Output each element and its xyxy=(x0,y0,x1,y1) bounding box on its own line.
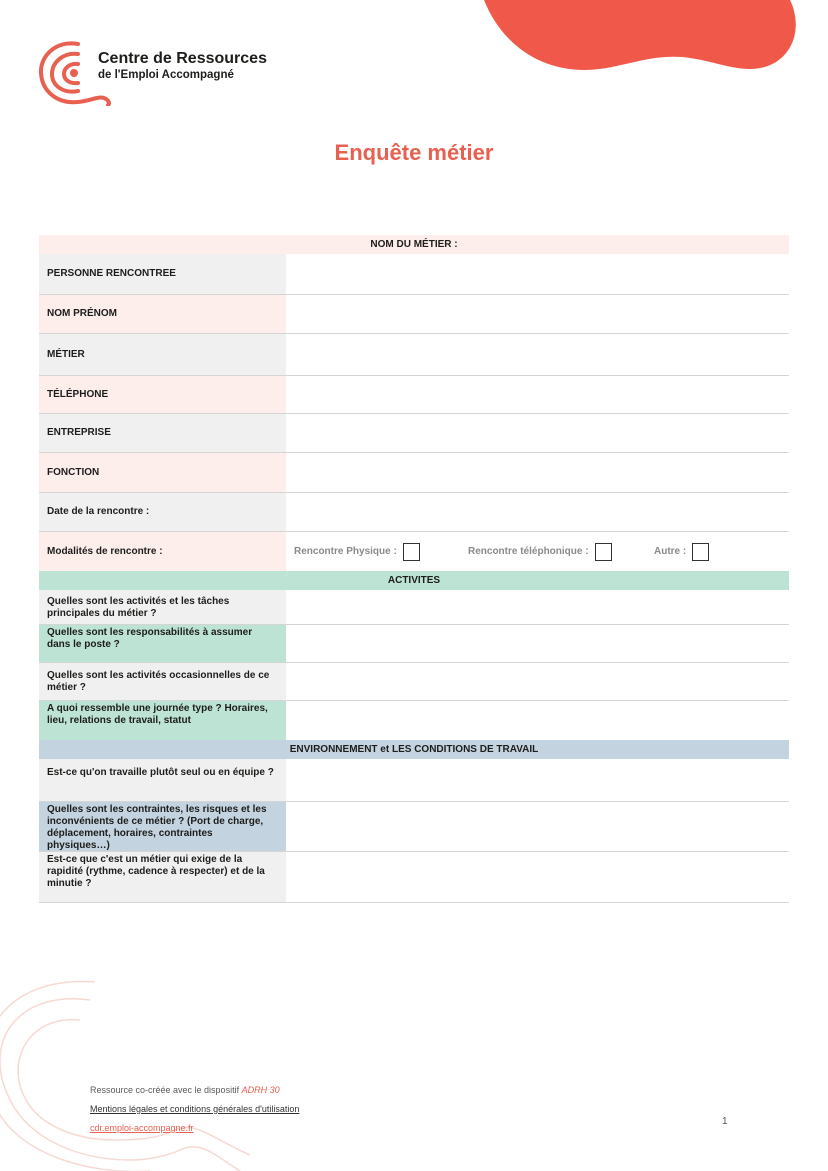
alone-or-team-field[interactable] xyxy=(286,759,789,801)
row-label: Quelles sont les contraintes, les risques et les inconvénients de ce métier ? (Port de charge, déplacement, horaires, contraintes physiques…) xyxy=(39,802,286,851)
logo-title: Centre de Ressources xyxy=(98,50,267,67)
other-checkbox[interactable] xyxy=(692,543,709,561)
partner-name: ADRH 30 xyxy=(241,1085,280,1095)
activities-header: ACTIVITES xyxy=(39,571,789,590)
responsibilities-field[interactable] xyxy=(286,625,789,662)
typical-day-field[interactable] xyxy=(286,701,789,740)
row-label: A quoi ressemble une journée type ? Horaires, lieu, relations de travail, statut xyxy=(39,701,286,740)
page-number: 1 xyxy=(722,1116,728,1127)
row-label: ENTREPRISE xyxy=(39,414,286,452)
job-field[interactable] xyxy=(286,334,789,375)
page-title: Enquête métier xyxy=(334,140,494,165)
constraints-field[interactable] xyxy=(286,802,789,851)
row-label: Est-ce que c'est un métier qui exige de la rapidité (rythme, cadence à respecter) et de la minutie ? xyxy=(39,852,286,902)
row-label: TÉLÉPHONE xyxy=(39,376,286,413)
table-row xyxy=(39,453,789,493)
table-row xyxy=(39,759,789,802)
option-label: Autre : xyxy=(654,546,687,557)
logo-subtitle: de l'Emploi Accompagné xyxy=(98,69,234,81)
table-row xyxy=(39,493,789,532)
table-row xyxy=(39,625,789,663)
decorative-rings xyxy=(0,980,260,1171)
row-label: PERSONNE RENCONTREE xyxy=(39,254,286,294)
name-field[interactable] xyxy=(286,295,789,333)
phone-checkbox[interactable] xyxy=(595,543,612,561)
main-tasks-field[interactable] xyxy=(286,590,789,624)
job-name-header: NOM DU MÉTIER : xyxy=(39,235,789,254)
meeting-modalities xyxy=(286,532,789,571)
table-row xyxy=(39,701,789,740)
table-row xyxy=(39,590,789,625)
table-row xyxy=(39,663,789,701)
person-met-field[interactable] xyxy=(286,254,789,294)
survey-form xyxy=(39,235,789,903)
logo xyxy=(38,38,267,106)
resource-credit: Ressource co-créée avec le dispositif ADRH 30 xyxy=(90,1085,280,1095)
environment-header: ENVIRONNEMENT et LES CONDITIONS DE TRAVAIL xyxy=(39,740,789,759)
table-row xyxy=(39,254,789,295)
company-field[interactable] xyxy=(286,414,789,452)
table-row xyxy=(39,376,789,414)
site-link[interactable]: cdr.emploi-accompagne.fr xyxy=(90,1123,194,1133)
occasional-activities-field[interactable] xyxy=(286,663,789,700)
physical-checkbox[interactable] xyxy=(403,543,420,561)
row-label: Quelles sont les activités occasionnelles de ce métier ? xyxy=(39,663,286,700)
table-row xyxy=(39,334,789,376)
table-row xyxy=(39,414,789,453)
table-row xyxy=(39,852,789,903)
option-label: Rencontre Physique : xyxy=(294,546,397,557)
row-label: Modalités de rencontre : xyxy=(39,532,286,571)
row-label: Quelles sont les activités et les tâches principales du métier ? xyxy=(39,590,286,624)
option-label: Rencontre téléphonique : xyxy=(468,546,589,557)
meeting-date-field[interactable] xyxy=(286,493,789,531)
speed-precision-field[interactable] xyxy=(286,852,789,902)
footer xyxy=(90,1085,299,1133)
table-row xyxy=(39,802,789,852)
legal-link[interactable]: Mentions légales et conditions générales d'utilisation xyxy=(90,1104,300,1114)
row-label: Quelles sont les responsabilités à assumer dans le poste ? xyxy=(39,625,286,662)
row-label: Est-ce qu'on travaille plutôt seul ou en équipe ? xyxy=(39,759,286,801)
row-label: MÉTIER xyxy=(39,334,286,375)
table-row xyxy=(39,532,789,571)
row-label: Date de la rencontre : xyxy=(39,493,286,531)
table-row xyxy=(39,295,789,334)
phone-field[interactable] xyxy=(286,376,789,413)
function-field[interactable] xyxy=(286,453,789,492)
row-label: NOM PRÉNOM xyxy=(39,295,286,333)
row-label: FONCTION xyxy=(39,453,286,492)
